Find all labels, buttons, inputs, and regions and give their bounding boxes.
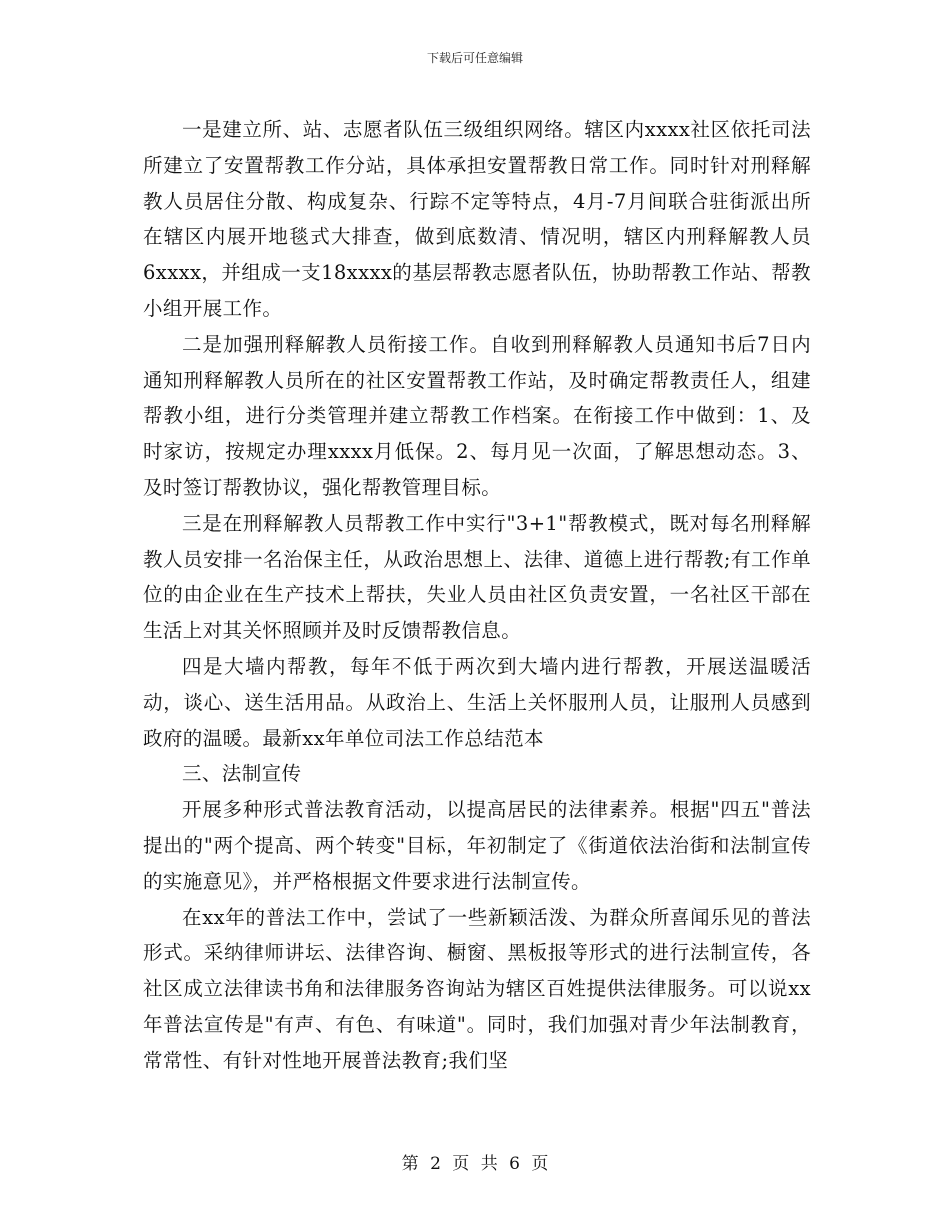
page-header: 下载后可任意编辑: [426, 51, 523, 65]
document-body: [143, 112, 811, 1079]
paragraph-5: 开展多种形式普法教育活动，以提高居民的法律素养。根据"四五"普法提出的"两个提高、两个转变"目标，年初制定了《街道依法治街和法制宣传的实施意见》，并严格根据文件要求进行法制宣传。: [143, 798, 811, 893]
paragraph-3: 三是在刑释解教人员帮教工作中实行"3+1"帮教模式，既对每名刑释解教人员安排一名治保主任，从政治思想上、法律、道德上进行帮教;有工作单位的由企业在生产技术上帮扶，失业人员由社区负责安置，一名社区干部在生活上对其关怀照顾并及时反馈帮教信息。: [143, 511, 811, 643]
paragraph-1: 一是建立所、站、志愿者队伍三级组织网络。辖区内xxxx社区依托司法所建立了安置帮教工作分站，具体承担安置帮教日常工作。同时针对刑释解教人员居住分散、构成复杂、行踪不定等特点，4月-7月间联合驻街派出所在辖区内展开地毯式大排查，做到底数清、情况明，辖区内刑释解教人员6xxxx，并组成一支18xxxx的基层帮教志愿者队伍，协助帮教工作站、帮教小组开展工作。: [143, 118, 811, 320]
section-heading: 三、法制宣传: [182, 762, 302, 786]
paragraph-4: 四是大墙内帮教，每年不低于两次到大墙内进行帮教，开展送温暖活动，谈心、送生活用品。从政治上、生活上关怀服刑人员，让服刑人员感到政府的温暖。最新xx年单位司法工作总结范本: [143, 654, 811, 750]
paragraph-6: 在xx年的普法工作中，尝试了一些新颖活泼、为群众所喜闻乐见的普法形式。采纳律师讲坛、法律咨询、橱窗、黑板报等形式的进行法制宣传，各社区成立法律读书角和法律服务咨询站为辖区百姓提供法律服务。可以说xx年普法宣传是"有声、有色、有味道"。同时，我们加强对青少年法制教育，常常性、有针对性地开展普法教育;我们坚: [143, 905, 811, 1072]
paragraph-2: 二是加强刑释解教人员衔接工作。自收到刑释解教人员通知书后7日内通知刑释解教人员所在的社区安置帮教工作站，及时确定帮教责任人，组建帮教小组，进行分类管理并建立帮教工作档案。在衔接工作中做到：1、及时家访，按规定办理xxxx月低保。2、每月见一次面，了解思想动态。3、及时签订帮教协议，强化帮教管理目标。: [143, 332, 811, 499]
page-number-footer: 第 2 页 共 6 页: [401, 1154, 549, 1174]
